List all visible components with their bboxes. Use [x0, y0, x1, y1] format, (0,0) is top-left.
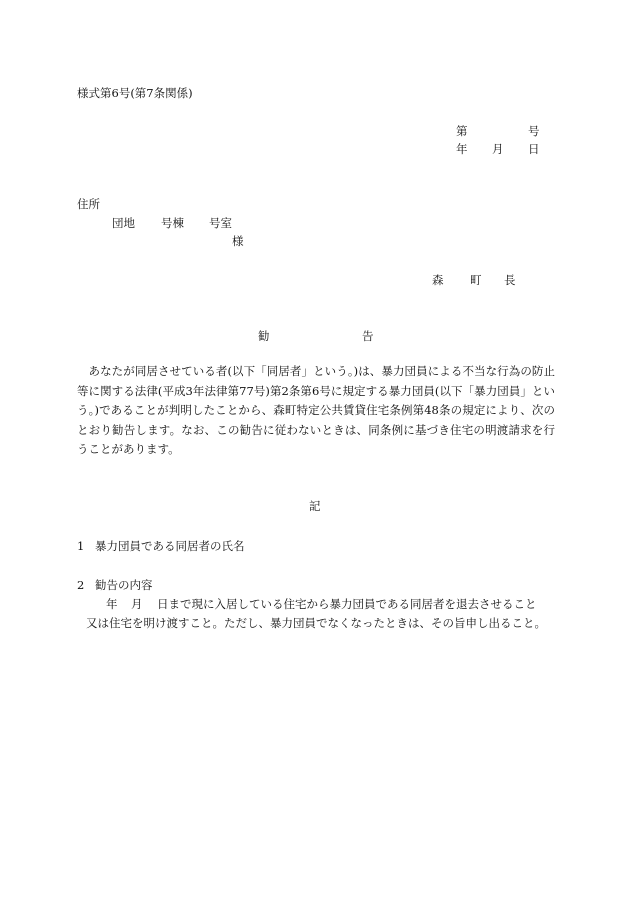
document-number-prefix: 第 — [456, 124, 468, 138]
date-month-label: 月 — [492, 142, 504, 156]
item-1-heading: 暴力団員である同居者の氏名 — [95, 539, 245, 553]
sender-machi: 町 — [470, 273, 482, 287]
document-title-kan: 勧 — [258, 329, 270, 343]
date-day-label: 日 — [528, 142, 540, 156]
date-year-label: 年 — [456, 142, 468, 156]
address-goshitsu: 号室 — [209, 216, 232, 230]
document-number-suffix: 号 — [528, 124, 540, 138]
address-danchi: 団地 — [112, 216, 135, 230]
content-year-label: 年 — [106, 597, 118, 611]
addressee-honorific: 様 — [232, 234, 244, 248]
sender-mori: 森 — [432, 273, 444, 287]
body-paragraph: あなたが同居させている者(以下「同居者」という。)は、暴力団員による不当な行為の防止等に関する法律(平成3年法律第77号)第2条第6号に規定する暴力団員(以下「暴力団員」という。)であることが判明したことから、森町特定公共賃貸住宅条例第48条の規定により、次のとおり勧告します。なお、この勧告に従わないときは、同条例に基づき住宅の明渡請求を行うことがあります。 — [77, 364, 555, 456]
sender-cho: 長 — [504, 273, 516, 287]
address-goto: 号棟 — [161, 216, 184, 230]
content-month-label: 月 — [131, 597, 143, 611]
ki-heading: 記 — [309, 499, 321, 513]
form-number-header: 様式第6号(第7条関係) — [77, 86, 193, 100]
item-2-number: 2 — [77, 578, 85, 592]
content-line-2: 又は住宅を明け渡すこと。ただし、暴力団員でなくなったときは、その旨申し出ること。 — [86, 616, 546, 630]
document-title-koku: 告 — [362, 329, 374, 343]
content-line-1: 日まで現に入居している住宅から暴力団員である同居者を退去させること — [157, 597, 537, 611]
item-2-heading: 勧告の内容 — [95, 578, 153, 592]
item-1-number: 1 — [77, 539, 85, 553]
address-label: 住所 — [77, 197, 100, 211]
